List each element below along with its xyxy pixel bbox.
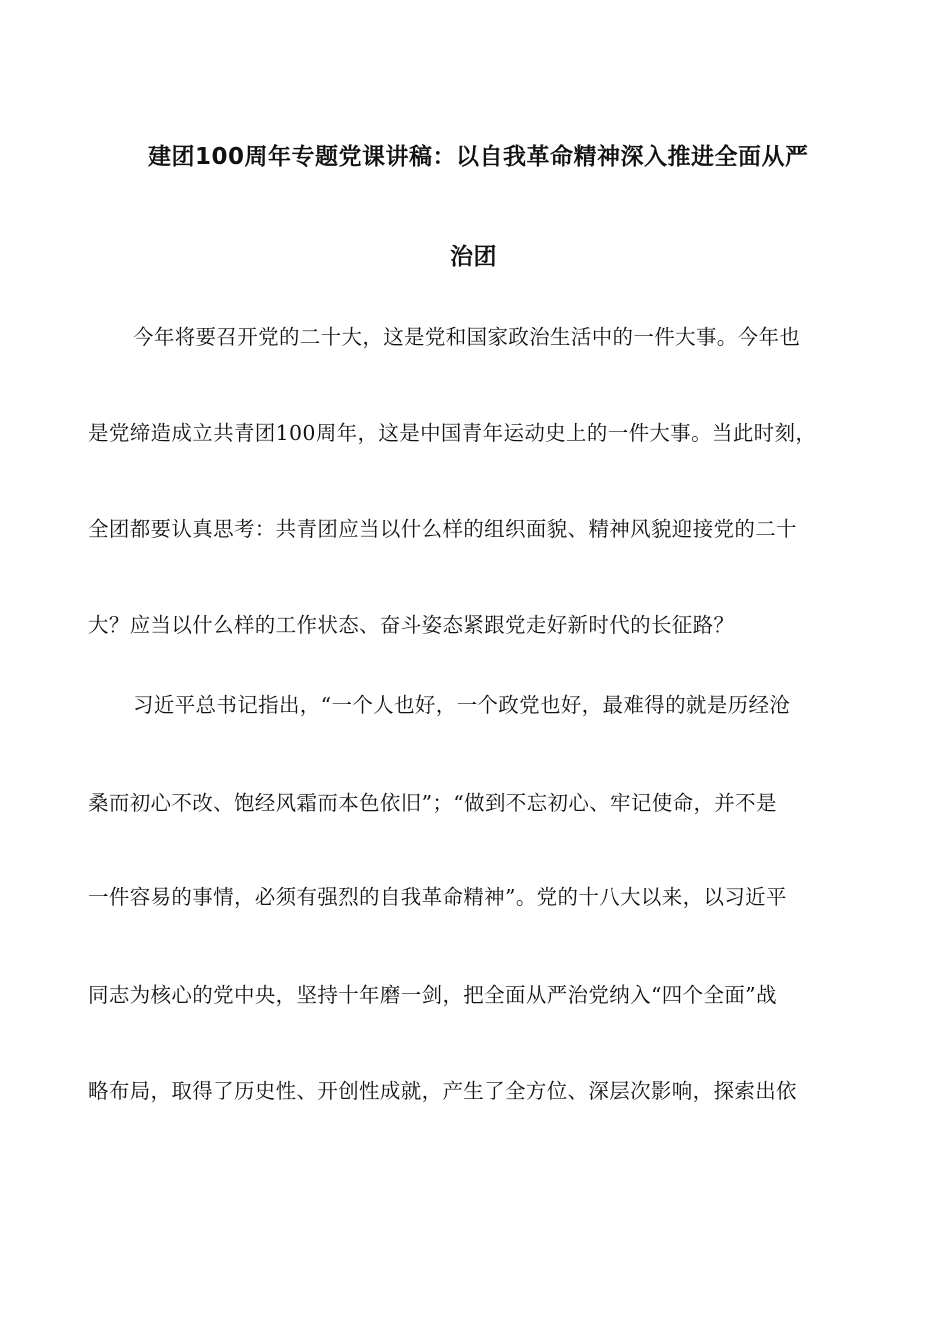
body-line-9: 略布局，取得了历史性、开创性成就，产生了全方位、深层次影响，探索出依 (88, 1079, 797, 1103)
body-line-7: 一件容易的事情，必须有强烈的自我革命精神”。党的十八大以来，以习近平 (88, 885, 787, 909)
document-title-line-2: 治团 (450, 244, 497, 270)
body-line-3: 全团都要认真思考：共青团应当以什么样的组织面貌、精神风貌迎接党的二十 (88, 517, 797, 541)
body-line-2: 是党缔造成立共青团100周年，这是中国青年运动史上的一件大事。当此时刻， (88, 421, 817, 445)
body-line-8: 同志为核心的党中央，坚持十年磨一剑，把全面从严治党纳入“四个全面”战 (88, 983, 777, 1007)
body-line-1: 今年将要召开党的二十大，这是党和国家政治生活中的一件大事。今年也 (133, 325, 801, 349)
body-line-6: 桑而初心不改、饱经风霜而本色依旧”；“做到不忘初心、牢记使命，并不是 (88, 791, 777, 815)
body-line-5: 习近平总书记指出，“一个人也好，一个政党也好，最难得的就是历经沧 (133, 693, 791, 717)
document-title-line-1: 建团100周年专题党课讲稿：以自我革命精神深入推进全面从严 (148, 144, 809, 170)
body-line-4: 大？应当以什么样的工作状态、奋斗姿态紧跟党走好新时代的长征路？ (88, 613, 735, 637)
